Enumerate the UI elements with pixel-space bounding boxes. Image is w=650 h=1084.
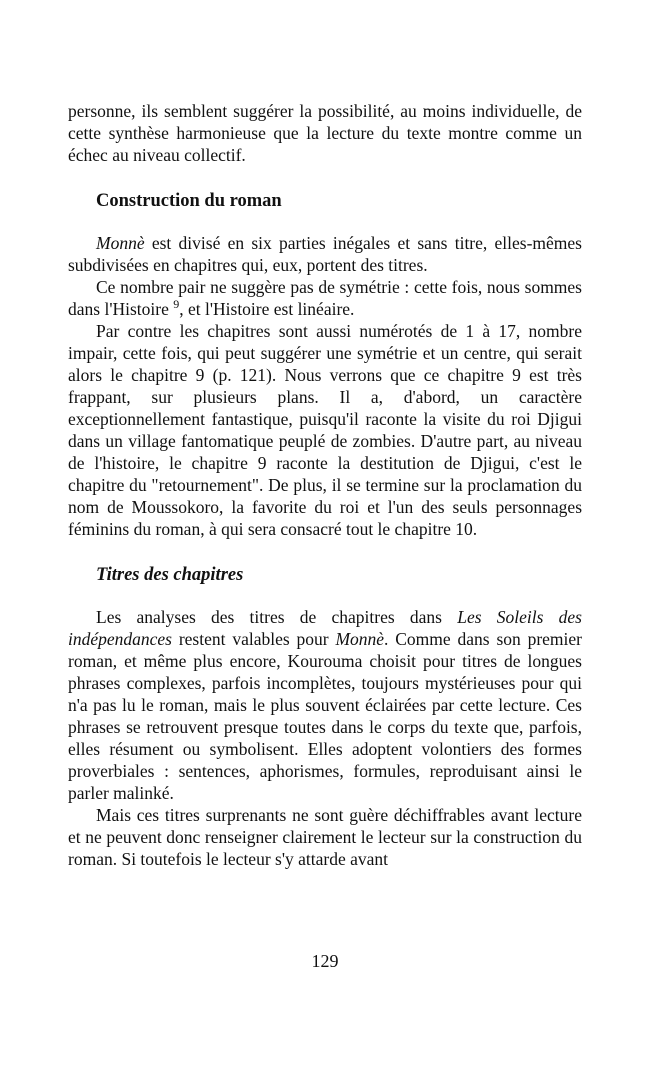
intro-paragraph: personne, ils semblent suggérer la possibilité, au moins individuelle, de cette synthèse harmonieuse que la lecture du texte montre comme un échec au niveau collectif. — [68, 101, 582, 165]
paragraph-history-end: , et l'Histoire est linéaire. — [179, 299, 355, 319]
paragraph-structure-text: est divisé en six parties inégales et sans titre, elles-mêmes subdivisées en chapitres qui, eux, portent des titres. — [68, 233, 582, 275]
section-heading-construction: Construction du roman — [96, 191, 282, 211]
paragraph-structure — [68, 232, 582, 276]
section-heading-titres: Titres des chapitres — [96, 565, 244, 585]
paragraph-titles-analysis — [68, 606, 582, 804]
page-number: 129 — [311, 951, 339, 971]
title-italic-monne-2: Monnè — [335, 629, 385, 649]
paragraph-chapters: Par contre les chapitres sont aussi numérotés de 1 à 17, nombre impair, cette fois, qui peut suggérer une symétrie et un centre, qui serait alors le chapitre 9 (p. 121). Nous verrons que ce chapitre 9 est très frappant, sur plusieurs plans. Il a, d'abord, un caractère exceptionnellement fantastique, puisqu'il raconte la visite du roi Djigui dans un village fantomatique peuplé de zombies. D'autre part, au niveau de l'histoire, le chapitre 9 raconte la destitution de Djigui, c'est le chapitre du "retournement". De plus, il se termine sur la proclamation du nom de Moussokoro, la favorite du roi et l'un des seuls personnages féminins du roman, à qui sera consacré tout le chapitre 10. — [68, 321, 582, 539]
paragraph-titles-text-c: . Comme dans son premier roman, et même plus encore, Kourouma choisit pour titres de longues phrases complexes, parfois incomplètes, toujours mystérieuses pour qui n'a pas lu le roman, mais le plus souvent éclairées par cette lecture. Ces phrases se retrouvent presque toutes dans le corps du texte que, parfois, elles résument ou symbolisent. Elles adoptent volontiers des formes proverbiales : sentences, aphorismes, formules, reproduisant ainsi le parler malinké. — [68, 629, 583, 803]
page-body — [68, 100, 582, 870]
paragraph-titles-text-b: restent valables pour — [172, 629, 336, 649]
title-italic-soleils: Les Soleils des indépendances — [68, 607, 582, 649]
paragraph-titles-text-a: Les analyses des titres de chapitres dans — [96, 607, 458, 627]
title-italic-monne: Monnè — [96, 233, 145, 253]
footnote-reference: 9 — [173, 297, 180, 311]
paragraph-titles-reading: Mais ces titres surprenants ne sont guère déchiffrables avant lecture et ne peuvent donc renseigner clairement le lecteur sur la construction du roman. Si toutefois le lecteur s'y attarde avant — [68, 805, 582, 869]
paragraph-history-text: Ce nombre pair ne suggère pas de symétrie : cette fois, nous sommes dans l'Histoire — [68, 277, 582, 319]
paragraph-history — [68, 276, 582, 320]
